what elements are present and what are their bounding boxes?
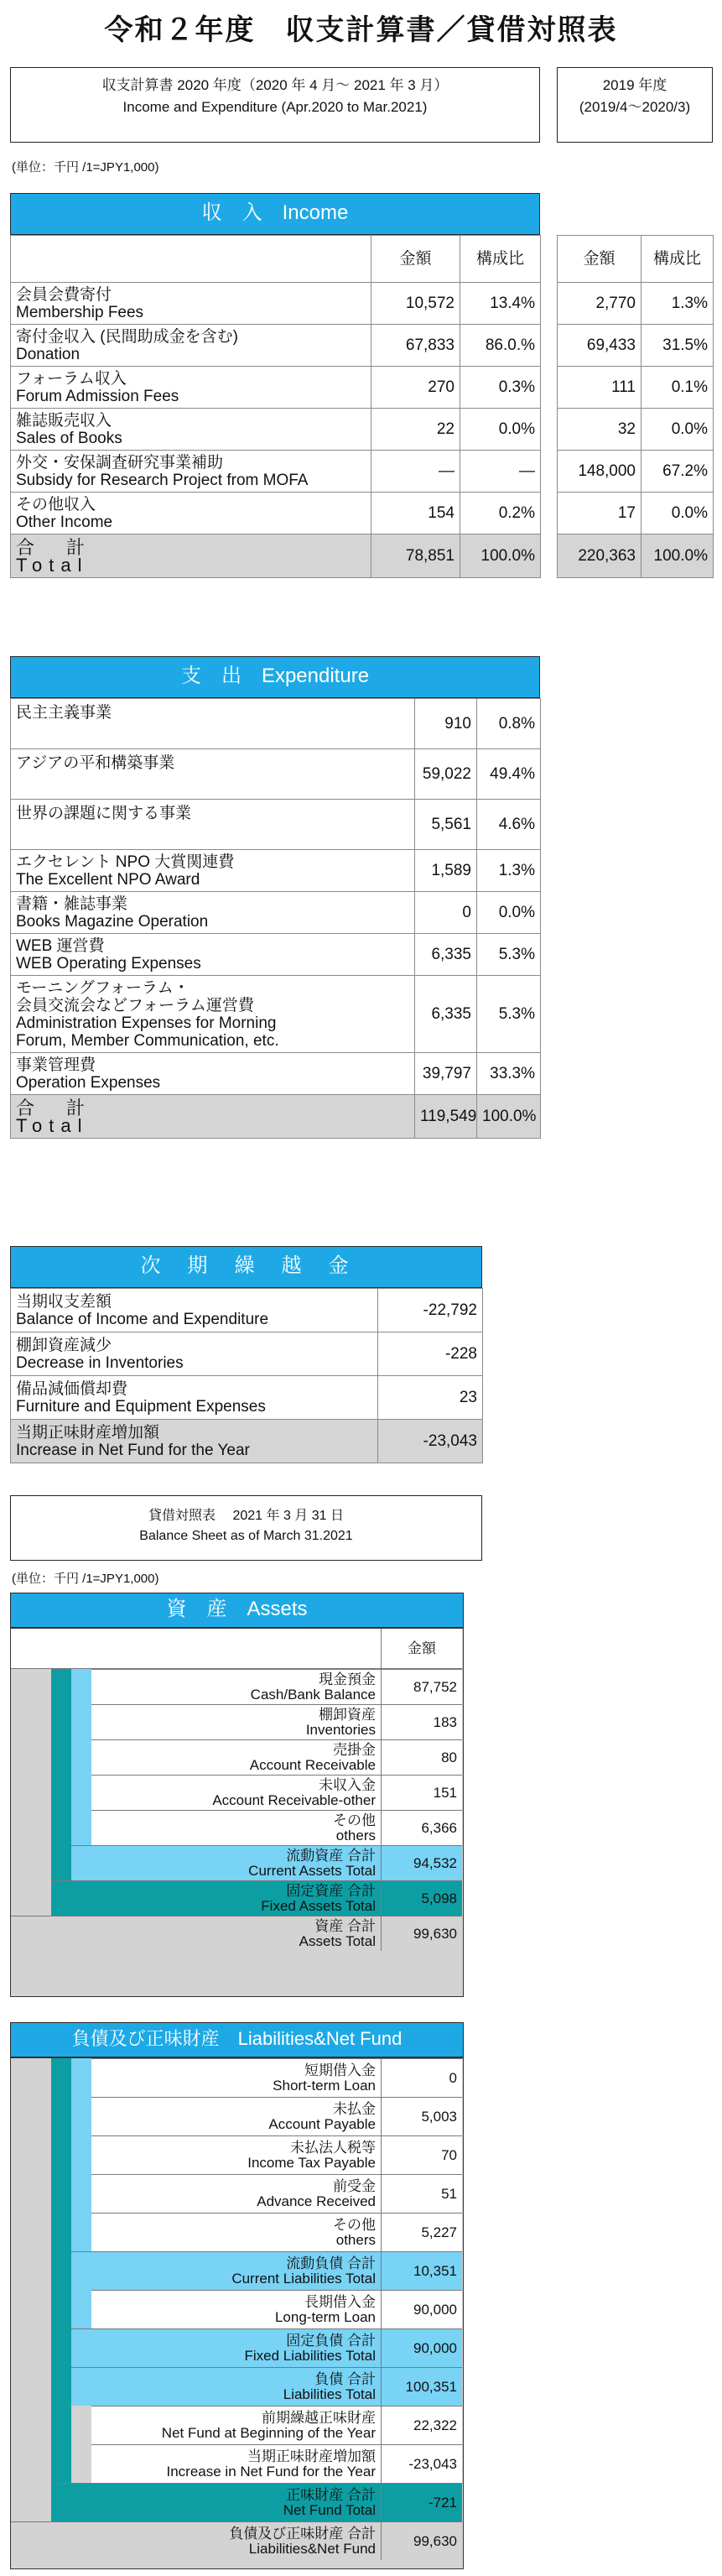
carryover-item-label bbox=[11, 1420, 378, 1463]
carryover-item-label-en: Decrease in Inventories bbox=[16, 1353, 184, 1372]
expenditure-item-label-en: Books Magazine Operation bbox=[16, 912, 209, 931]
income-amount: 154 bbox=[371, 493, 460, 534]
income-item-label bbox=[11, 409, 371, 451]
expenditure-amount: 119,549 bbox=[415, 1095, 477, 1139]
carryover-item-label-jp: 当期正味財産増加額 bbox=[16, 1423, 160, 1442]
expenditure-item-label-en: Operation Expenses bbox=[16, 1073, 161, 1092]
asset-row-label bbox=[91, 1775, 381, 1810]
expenditure-ratio: 0.8% bbox=[477, 699, 541, 749]
asset-row-label-jp: 売掛金 bbox=[333, 1742, 376, 1758]
carryover-item-label-en: Increase in Net Fund for the Year bbox=[16, 1441, 250, 1459]
asset-total-row-amount: 99,630 bbox=[381, 1916, 462, 1951]
prev-ratio-header: 構成比 bbox=[641, 236, 714, 283]
income-ratio-header: 構成比 bbox=[460, 236, 541, 283]
prev-ratio: 100.0% bbox=[641, 534, 714, 578]
assets-amount-header: 金額 bbox=[381, 1629, 462, 1669]
liability-row-label bbox=[91, 2097, 381, 2135]
asset-fixed-row-amount: 5,098 bbox=[381, 1880, 462, 1916]
liability-row-label-en: Net Fund at Beginning of the Year bbox=[161, 2425, 376, 2441]
asset-total-row-label-jp: 資産 合計 bbox=[314, 1918, 376, 1934]
expenditure-item-label-en: Total bbox=[16, 1114, 89, 1136]
liability-row-label-jp: 流動負債 合計 bbox=[286, 2255, 376, 2271]
income-item-label bbox=[11, 325, 371, 367]
asset-row-label bbox=[91, 1669, 381, 1704]
prev-ratio: 1.3% bbox=[641, 283, 714, 325]
asset-row-label-jp: その他 bbox=[333, 1812, 376, 1828]
liability-row-label-en: Increase in Net Fund for the Year bbox=[166, 2464, 376, 2480]
income-amount: 22 bbox=[371, 409, 460, 451]
income-item-label-jp: 合 計 bbox=[16, 536, 92, 558]
expenditure-amount: 6,335 bbox=[415, 934, 477, 976]
liability-row-label bbox=[51, 2483, 381, 2521]
asset-row-amount: 183 bbox=[381, 1704, 462, 1739]
asset-fixed-row-label bbox=[51, 1880, 381, 1916]
asset-row-label-en: Inventories bbox=[305, 1722, 376, 1738]
bracket-bar bbox=[51, 2058, 71, 2521]
prev-amount: 17 bbox=[558, 493, 641, 534]
expenditure-table bbox=[10, 698, 541, 1139]
carryover-amount: -23,043 bbox=[378, 1420, 483, 1463]
expenditure-item-label bbox=[11, 699, 415, 749]
asset-subtotal-row-label bbox=[71, 1845, 381, 1880]
prev-row bbox=[558, 325, 714, 367]
balance-sheet-title-jp: 貸借対照表 2021 年 3 月 31 日 bbox=[148, 1509, 344, 1523]
liability-row-label bbox=[71, 2328, 381, 2367]
expenditure-amount: 39,797 bbox=[415, 1053, 477, 1095]
bracket-bar bbox=[51, 1669, 71, 1916]
carryover-amount: 23 bbox=[378, 1376, 483, 1420]
expenditure-item-label-jp: WEB 運営費 bbox=[16, 936, 105, 955]
expenditure-amount: 59,022 bbox=[415, 749, 477, 800]
page-title: 令和２年度 収支計算書／貸借対照表 bbox=[104, 14, 618, 46]
income-row bbox=[11, 451, 541, 493]
income-heading: 収 入 Income bbox=[10, 193, 540, 235]
income-item-label-jp: 会員会費寄付 bbox=[16, 285, 112, 304]
liability-row-label-jp: 未払法人税等 bbox=[290, 2140, 376, 2156]
prev-row bbox=[558, 367, 714, 409]
liability-row-label-jp: 固定負債 合計 bbox=[286, 2333, 376, 2349]
expenditure-ratio: 5.3% bbox=[477, 976, 541, 1053]
liability-row-label bbox=[91, 2174, 381, 2213]
liability-row-amount: 51 bbox=[381, 2174, 462, 2213]
liability-row-label-en: Income Tax Payable bbox=[247, 2155, 376, 2171]
liability-row-label-en: Advance Received bbox=[257, 2193, 376, 2209]
income-amount: 78,851 bbox=[371, 534, 460, 578]
expenditure-ratio: 4.6% bbox=[477, 800, 541, 850]
income-item-label bbox=[11, 283, 371, 325]
expenditure-total-row bbox=[11, 1095, 541, 1139]
liability-row-label-jp: 未払金 bbox=[333, 2101, 376, 2117]
expenditure-ratio: 100.0% bbox=[477, 1095, 541, 1139]
liability-row-label-en: Account Payable bbox=[268, 2116, 376, 2132]
prev-amount: 2,770 bbox=[558, 283, 641, 325]
prev-ratio: 31.5% bbox=[641, 325, 714, 367]
expenditure-item-label-jp: アジアの平和構築事業 bbox=[16, 754, 175, 772]
asset-fixed-row-label-jp: 固定資産 合計 bbox=[286, 1883, 376, 1899]
expenditure-ratio: 33.3% bbox=[477, 1053, 541, 1095]
income-ratio: 0.2% bbox=[460, 493, 541, 534]
income-item-label-en: Donation bbox=[16, 345, 81, 363]
liability-row-label-en: Net Fund Total bbox=[283, 2502, 376, 2518]
liability-total-row-label-jp: 負債及び正味財産 合計 bbox=[229, 2526, 376, 2542]
previous-period-jp: 2019 年度 bbox=[602, 77, 667, 93]
carryover-amount: -228 bbox=[378, 1332, 483, 1376]
expenditure-row bbox=[11, 934, 541, 976]
prev-row bbox=[558, 409, 714, 451]
income-item-label-jp: 外交・安保調査研究事業補助 bbox=[16, 453, 224, 472]
income-item-label-jp: 雑誌販売収入 bbox=[16, 411, 112, 430]
prev-ratio: 0.0% bbox=[641, 493, 714, 534]
liabilities-heading: 負債及び正味財産 Liabilities&Net Fund bbox=[10, 2022, 464, 2057]
carryover-item-label bbox=[11, 1376, 378, 1420]
liability-row-label-jp: 前期繰越正味財産 bbox=[262, 2410, 376, 2426]
income-ratio: 13.4% bbox=[460, 283, 541, 325]
income-item-label-jp: フォーラム収入 bbox=[16, 369, 127, 388]
income-item-label bbox=[11, 451, 371, 493]
liability-row-label-jp: 正味財産 合計 bbox=[286, 2487, 376, 2503]
carryover-item-label-jp: 備品減価償却費 bbox=[16, 1379, 128, 1398]
prev-row bbox=[558, 493, 714, 534]
liability-row-label-jp: 短期借入金 bbox=[304, 2062, 376, 2078]
liability-row-amount: -721 bbox=[381, 2483, 462, 2521]
carryover-row bbox=[11, 1376, 483, 1420]
expenditure-item-label bbox=[11, 892, 415, 934]
liability-total-row-label-en: Liabilities&Net Fund bbox=[248, 2541, 376, 2557]
prev-total-row bbox=[558, 534, 714, 578]
expenditure-row bbox=[11, 699, 541, 749]
expenditure-item-label-jp: 世界の課題に関する事業 bbox=[16, 805, 192, 822]
asset-row-amount: 151 bbox=[381, 1775, 462, 1810]
asset-total-row-label bbox=[11, 1916, 381, 1951]
liability-row-amount: 10,351 bbox=[381, 2251, 462, 2290]
asset-row-label-en: Account Receivable-other bbox=[212, 1792, 376, 1808]
prev-ratio: 67.2% bbox=[641, 451, 714, 493]
asset-row-label-jp: 現金預金 bbox=[319, 1671, 376, 1687]
liability-row-label-en: Short-term Loan bbox=[273, 2078, 376, 2094]
liability-row-amount: 22,322 bbox=[381, 2406, 462, 2444]
asset-row-label-en: Account Receivable bbox=[249, 1757, 376, 1773]
current-period-jp: 収支計算書 2020 年度（2020 年 4 月～ 2021 年 3 月） bbox=[101, 77, 449, 93]
expenditure-row bbox=[11, 892, 541, 934]
previous-period-en: (2019/4～2020/3) bbox=[579, 99, 691, 115]
assets-panel bbox=[10, 1628, 464, 1997]
liability-row-amount: 90,000 bbox=[381, 2290, 462, 2328]
asset-row-label-en: Cash/Bank Balance bbox=[250, 1687, 376, 1703]
carryover-table bbox=[10, 1288, 483, 1463]
income-previous-table bbox=[557, 235, 714, 578]
carryover-item-label-en: Balance of Income and Expenditure bbox=[16, 1310, 269, 1328]
liability-row-label bbox=[91, 2058, 381, 2097]
liability-row-label-jp: 前受金 bbox=[333, 2178, 376, 2194]
carryover-amount: -22,792 bbox=[378, 1289, 483, 1332]
expenditure-item-label-jp: モーニングフォーラム・ 会員交流会などフォーラム運営費 bbox=[16, 978, 254, 1014]
liability-row-label bbox=[91, 2406, 381, 2444]
current-period-en: Income and Expenditure (Apr.2020 to Mar.2021) bbox=[122, 99, 428, 115]
expenditure-row bbox=[11, 850, 541, 892]
liability-row-amount: 90,000 bbox=[381, 2328, 462, 2367]
prev-row bbox=[558, 283, 714, 325]
expenditure-row bbox=[11, 976, 541, 1053]
expenditure-item-label-jp: エクセレント NPO 大賞関連費 bbox=[16, 853, 235, 871]
carryover-item-label bbox=[11, 1332, 378, 1376]
liability-row-amount: 70 bbox=[381, 2135, 462, 2174]
asset-row-amount: 87,752 bbox=[381, 1669, 462, 1704]
liabilities-panel bbox=[10, 2057, 464, 2569]
expenditure-heading: 支 出 Expenditure bbox=[10, 656, 540, 698]
liability-row-amount: 5,227 bbox=[381, 2213, 462, 2251]
asset-subtotal-row-label-jp: 流動資産 合計 bbox=[286, 1848, 376, 1864]
income-ratio: 100.0% bbox=[460, 534, 541, 578]
expenditure-row bbox=[11, 1053, 541, 1095]
expenditure-item-label bbox=[11, 1053, 415, 1095]
expenditure-amount: 910 bbox=[415, 699, 477, 749]
expenditure-amount: 1,589 bbox=[415, 850, 477, 892]
carryover-item-label bbox=[11, 1289, 378, 1332]
income-ratio: — bbox=[460, 451, 541, 493]
carryover-heading: 次 期 繰 越 金 bbox=[10, 1246, 482, 1288]
income-table bbox=[10, 235, 541, 578]
income-ratio: 86.0.% bbox=[460, 325, 541, 367]
asset-subtotal-row-amount: 94,532 bbox=[381, 1845, 462, 1880]
carryover-row bbox=[11, 1289, 483, 1332]
expenditure-item-label bbox=[11, 850, 415, 892]
expenditure-item-label bbox=[11, 1095, 415, 1139]
income-amount: 10,572 bbox=[371, 283, 460, 325]
income-amount: 270 bbox=[371, 367, 460, 409]
unit-note: (単位：千円 /1=JPY1,000) bbox=[12, 160, 159, 175]
income-row bbox=[11, 283, 541, 325]
liability-row-label-en: Liabilities Total bbox=[283, 2386, 376, 2402]
income-row bbox=[11, 325, 541, 367]
liability-total-row-amount: 99,630 bbox=[381, 2521, 462, 2560]
asset-row-label bbox=[91, 1810, 381, 1845]
liability-row-amount: 5,003 bbox=[381, 2097, 462, 2135]
income-item-label-jp: 寄付金収入 (民間助成金を含む) bbox=[16, 327, 238, 346]
income-item-label bbox=[11, 534, 371, 578]
liability-row-label-en: Current Liabilities Total bbox=[231, 2271, 376, 2287]
asset-subtotal-row-label-en: Current Assets Total bbox=[248, 1863, 376, 1879]
prev-amount-header: 金額 bbox=[558, 236, 641, 283]
income-item-label-jp: その他収入 bbox=[16, 495, 96, 514]
asset-total-row-label-en: Assets Total bbox=[299, 1933, 376, 1949]
expenditure-item-label bbox=[11, 800, 415, 850]
income-item-label bbox=[11, 493, 371, 534]
liability-row-label-en: others bbox=[335, 2232, 376, 2248]
expenditure-row bbox=[11, 749, 541, 800]
income-item-label-en: Membership Fees bbox=[16, 303, 144, 321]
liability-row-label bbox=[91, 2444, 381, 2483]
liability-row-label bbox=[71, 2251, 381, 2290]
expenditure-item-label-jp: 合 計 bbox=[16, 1097, 92, 1119]
asset-row-amount: 80 bbox=[381, 1739, 462, 1775]
current-period-header bbox=[10, 67, 540, 143]
balance-sheet-title bbox=[10, 1495, 482, 1561]
expenditure-amount: 0 bbox=[415, 892, 477, 934]
expenditure-row bbox=[11, 800, 541, 850]
expenditure-ratio: 0.0% bbox=[477, 892, 541, 934]
expenditure-ratio: 49.4% bbox=[477, 749, 541, 800]
income-ratio: 0.3% bbox=[460, 367, 541, 409]
expenditure-item-label-jp: 民主主義事業 bbox=[16, 704, 112, 722]
asset-fixed-row-label-en: Fixed Assets Total bbox=[261, 1898, 376, 1914]
liability-row-label-jp: 当期正味財産増加額 bbox=[247, 2448, 376, 2464]
expenditure-item-label bbox=[11, 976, 415, 1053]
liability-row-label bbox=[71, 2367, 381, 2406]
carryover-item-label-jp: 当期収支差額 bbox=[16, 1292, 112, 1311]
prev-amount: 220,363 bbox=[558, 534, 641, 578]
prev-ratio: 0.0% bbox=[641, 409, 714, 451]
carryover-item-label-jp: 棚卸資産減少 bbox=[16, 1336, 112, 1354]
liability-row-amount: 0 bbox=[381, 2058, 462, 2097]
expenditure-amount: 5,561 bbox=[415, 800, 477, 850]
income-item-label-en: Sales of Books bbox=[16, 429, 122, 447]
expenditure-ratio: 5.3% bbox=[477, 934, 541, 976]
liability-row-label bbox=[91, 2290, 381, 2328]
liability-row-label bbox=[91, 2135, 381, 2174]
income-row bbox=[11, 367, 541, 409]
prev-ratio: 0.1% bbox=[641, 367, 714, 409]
income-amount-header: 金額 bbox=[371, 236, 460, 283]
income-amount: 67,833 bbox=[371, 325, 460, 367]
prev-amount: 148,000 bbox=[558, 451, 641, 493]
expenditure-item-label bbox=[11, 749, 415, 800]
income-item-label bbox=[11, 367, 371, 409]
expenditure-item-label-jp: 書籍・雑誌事業 bbox=[16, 894, 128, 913]
prev-amount: 69,433 bbox=[558, 325, 641, 367]
balance-sheet-title-en: Balance Sheet as of March 31.2021 bbox=[139, 1529, 353, 1543]
bs-unit-note: (単位：千円 /1=JPY1,000) bbox=[12, 1572, 159, 1586]
liability-row-amount: -23,043 bbox=[381, 2444, 462, 2483]
income-row bbox=[11, 409, 541, 451]
carryover-total-row bbox=[11, 1420, 483, 1463]
income-total-row bbox=[11, 534, 541, 578]
previous-period-header bbox=[557, 67, 713, 143]
income-amount: — bbox=[371, 451, 460, 493]
income-item-label-en: Forum Admission Fees bbox=[16, 387, 179, 405]
asset-row-label bbox=[91, 1739, 381, 1775]
expenditure-item-label-en: The Excellent NPO Award bbox=[16, 870, 200, 889]
asset-row-amount: 6,366 bbox=[381, 1810, 462, 1845]
income-ratio: 0.0% bbox=[460, 409, 541, 451]
carryover-item-label-en: Furniture and Equipment Expenses bbox=[16, 1397, 266, 1416]
expenditure-item-label bbox=[11, 934, 415, 976]
liability-row-label bbox=[91, 2213, 381, 2251]
expenditure-amount: 6,335 bbox=[415, 976, 477, 1053]
asset-row-label-jp: 未収入金 bbox=[319, 1777, 376, 1793]
income-item-label-en: Other Income bbox=[16, 513, 113, 531]
liability-row-amount: 100,351 bbox=[381, 2367, 462, 2406]
income-item-label-en: Total bbox=[16, 554, 89, 576]
liability-row-label-jp: 長期借入金 bbox=[304, 2294, 376, 2310]
liability-row-label-jp: 負債 合計 bbox=[314, 2371, 376, 2387]
expenditure-item-label-jp: 事業管理費 bbox=[16, 1056, 96, 1074]
liability-row-label-jp: その他 bbox=[333, 2217, 376, 2233]
expenditure-ratio: 1.3% bbox=[477, 850, 541, 892]
expenditure-item-label-en: WEB Operating Expenses bbox=[16, 954, 201, 973]
income-item-label-en: Subsidy for Research Project from MOFA bbox=[16, 471, 309, 489]
asset-row-label-jp: 棚卸資産 bbox=[319, 1707, 376, 1723]
prev-amount: 32 bbox=[558, 409, 641, 451]
expenditure-item-label-en: Administration Expenses for Morning Forum, Member Communication, etc. bbox=[16, 1014, 279, 1050]
liability-row-label-en: Fixed Liabilities Total bbox=[244, 2348, 376, 2364]
income-row bbox=[11, 493, 541, 534]
liability-total-row-label bbox=[11, 2521, 381, 2560]
prev-row bbox=[558, 451, 714, 493]
liability-row-label-en: Long-term Loan bbox=[274, 2309, 376, 2325]
assets-heading: 資 産 Assets bbox=[10, 1593, 464, 1628]
asset-row-label bbox=[91, 1704, 381, 1739]
carryover-row bbox=[11, 1332, 483, 1376]
prev-amount: 111 bbox=[558, 367, 641, 409]
asset-row-label-en: others bbox=[335, 1828, 376, 1843]
